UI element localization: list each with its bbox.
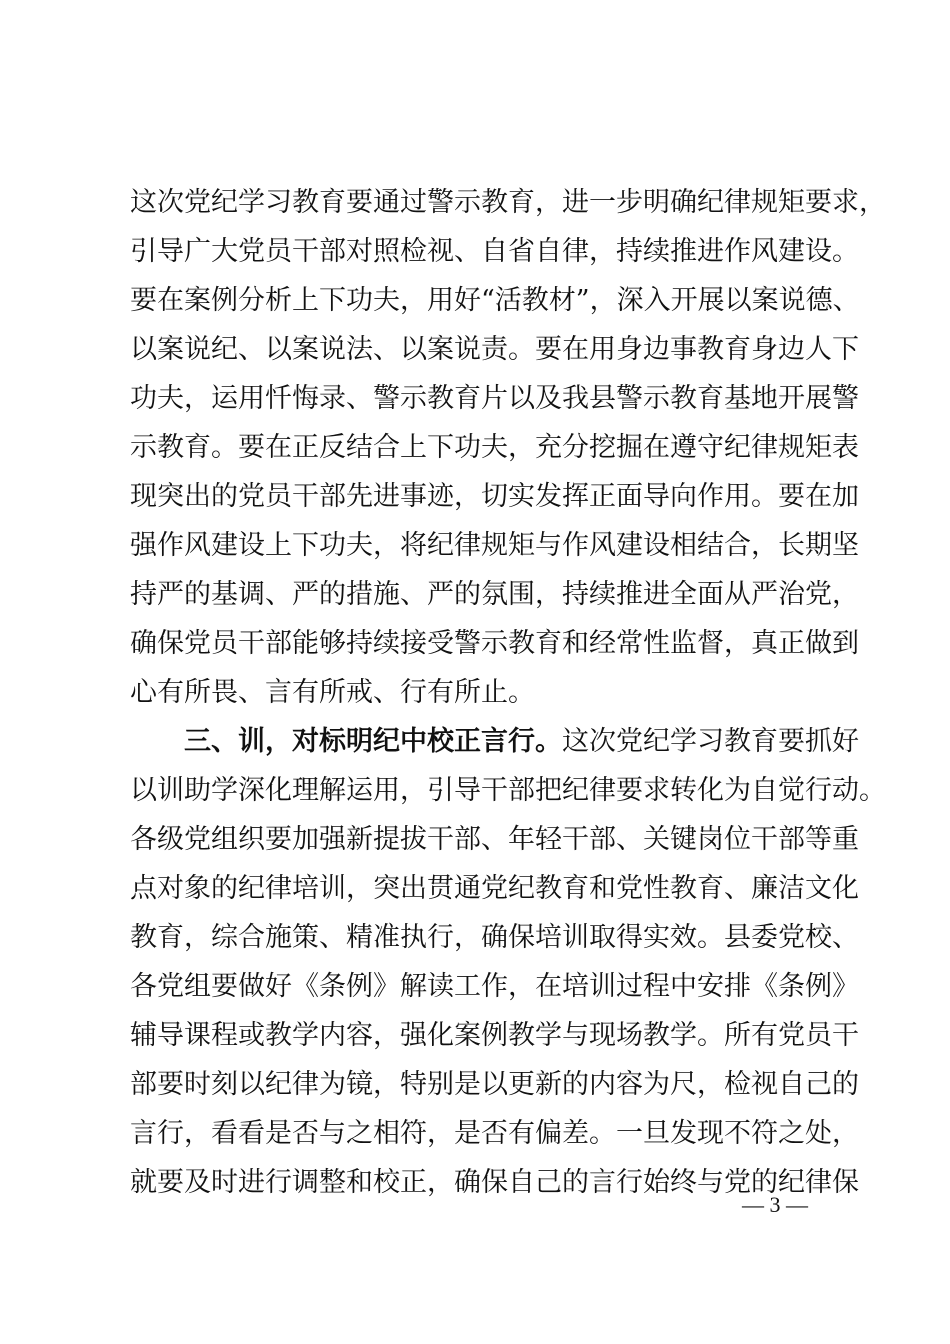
paragraph-training — [130, 717, 886, 1207]
text-line: 辅导课程或教学内容，强化案例教学与现场教学。所有党员干 — [130, 1020, 859, 1051]
text-line: 现突出的党员干部先进事迹，切实发挥正面导向作用。要在加 — [130, 481, 859, 512]
text-line: 各级党组织要加强新提拔干部、年轻干部、关键岗位干部等重 — [130, 824, 859, 855]
section-first-line — [130, 717, 859, 766]
text-line: 确保党员干部能够持续接受警示教育和经常性监督，真正做到 — [130, 628, 859, 659]
text-line: 部要时刻以纪律为镜，特别是以更新的内容为尺，检视自己的 — [130, 1069, 859, 1100]
text-line: 以训助学深化理解运用，引导干部把纪律要求转化为自觉行动。 — [130, 775, 886, 806]
page-number: — 3 — — [742, 1192, 808, 1217]
text-line: 强作风建设上下功夫，将纪律规矩与作风建设相结合，长期坚 — [130, 530, 859, 561]
text-line: 各党组要做好《条例》解读工作，在培训过程中安排《条例》 — [130, 971, 859, 1002]
text-line: 要在案例分析上下功夫，用好“活教材”，深入开展以案说德、 — [130, 285, 860, 316]
paragraph-warning-education — [130, 178, 886, 717]
text-line: 持严的基调、严的措施、严的氛围，持续推进全面从严治党， — [130, 579, 859, 610]
section-first-line-text: 这次党纪学习教育要抓好 — [562, 726, 859, 757]
text-line: 言行，看看是否与之相符，是否有偏差。一旦发现不符之处， — [130, 1118, 859, 1149]
text-line: 教育，综合施策、精准执行，确保培训取得实效。县委党校、 — [130, 922, 859, 953]
text-line: 心有所畏、言有所戒、行有所止。 — [130, 677, 535, 708]
text-line: 功夫，运用忏悔录、警示教育片以及我县警示教育基地开展警 — [130, 383, 859, 414]
text-line: 点对象的纪律培训，突出贯通党纪教育和党性教育、廉洁文化 — [130, 873, 859, 904]
text-line: 这次党纪学习教育要通过警示教育，进一步明确纪律规矩要求， — [130, 187, 886, 218]
text-line: 示教育。要在正反结合上下功夫，充分挖掘在遵守纪律规矩表 — [130, 432, 859, 463]
section-heading: 三、训，对标明纪中校正言行。 — [184, 726, 562, 757]
text-line: 引导广大党员干部对照检视、自省自律，持续推进作风建设。 — [130, 236, 859, 267]
body-text — [130, 178, 886, 1207]
text-line: 就要及时进行调整和校正，确保自己的言行始终与党的纪律保 — [130, 1167, 859, 1198]
text-line: 以案说纪、以案说法、以案说责。要在用身边事教育身边人下 — [130, 334, 859, 365]
